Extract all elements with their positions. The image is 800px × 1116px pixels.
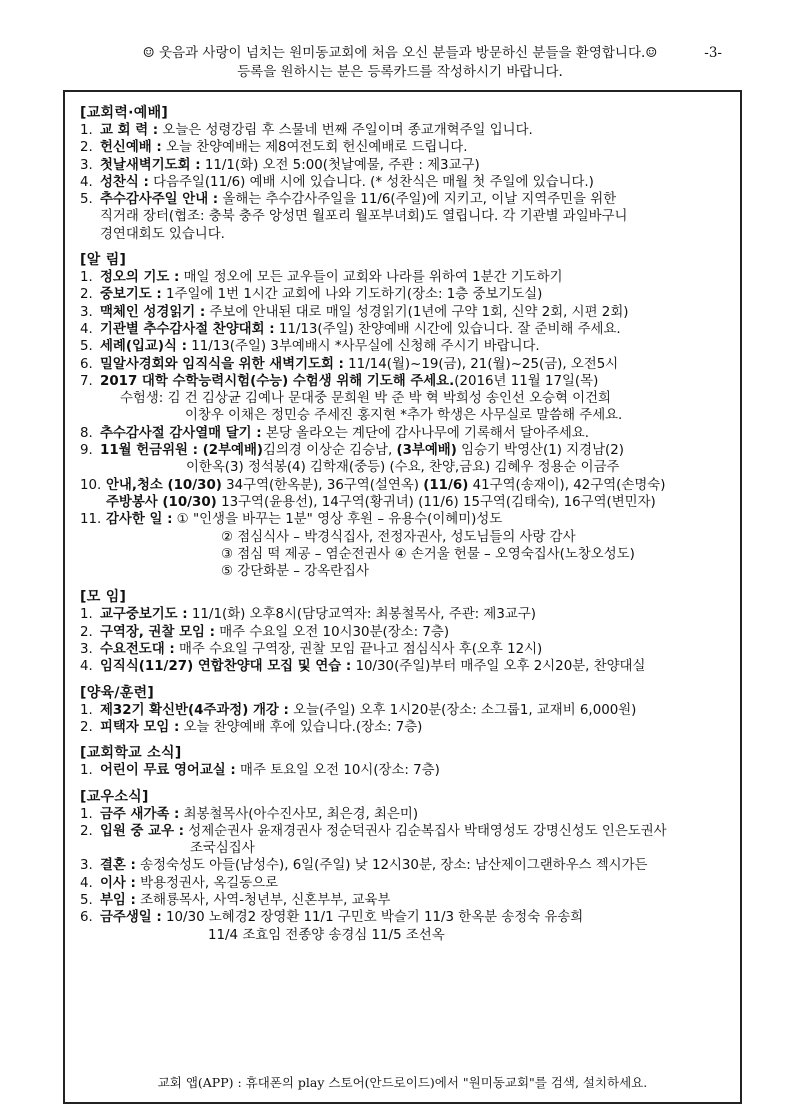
- item-heading: 피택자 모임 :: [100, 719, 180, 735]
- item-heading: 이사 :: [100, 875, 136, 891]
- section-members: [80, 788, 736, 944]
- item-number: 3.: [80, 304, 93, 320]
- section-calendar: [80, 104, 736, 243]
- item-heading: 추수감사절 감사열매 달기 :: [100, 425, 262, 441]
- list-item: [80, 304, 736, 321]
- item-text: 임승기 박영산(1) 지경남(2): [456, 443, 624, 459]
- list-item: [80, 762, 736, 779]
- item-text: 주보에 안내된 대로 매일 성경읽기(1년에 구약 1회, 신약 2회, 시편 2회): [205, 304, 629, 320]
- bulletin-content: [80, 104, 736, 952]
- item-text: 오늘 찬양예배 후에 있습니다.(장소: 7층): [179, 719, 423, 735]
- item-number: 1.: [80, 123, 93, 138]
- list-item: [80, 477, 736, 512]
- page-number: -3-: [704, 45, 722, 61]
- item-continuation: ③ 점심 떡 제공 – 염순전권사 ④ 손거울 헌물 – 오영숙집사(노창오성도): [221, 546, 635, 562]
- item-number: 1.: [80, 702, 93, 718]
- item-number: 7.: [80, 373, 93, 389]
- item-heading: 교구중보기도 :: [100, 607, 188, 623]
- item-heading: 성찬식 :: [100, 174, 149, 190]
- item-continuation: ⑤ 강단화분 – 강옥란집사: [221, 564, 369, 580]
- item-heading: 중보기도 :: [100, 287, 162, 303]
- list-item: [80, 373, 736, 425]
- list-item: [80, 511, 736, 580]
- item-heading: 수요전도대 :: [100, 642, 175, 658]
- item-heading: 임직식(11/27) 연합찬양대 모집 및 연습 :: [100, 659, 352, 675]
- item-heading: 2017 대학 수학능력시험(수능) 수험생 위해 기도해 주세요.: [100, 373, 455, 389]
- list-item: [80, 857, 736, 874]
- item-number: 2.: [80, 719, 93, 735]
- item-number: 4.: [80, 174, 93, 190]
- welcome-text: ☺ 웃음과 사랑이 넘치는 원미동교회에 처음 오신 분들과 방문하신 분들을 환영합니다.☺: [142, 45, 658, 61]
- item-heading: 결혼 :: [100, 858, 136, 874]
- item-continuation: 조국심집사: [190, 841, 255, 857]
- item-heading: 안내,청소 (10/30): [106, 477, 222, 493]
- item-number: 2.: [80, 287, 93, 303]
- item-number: 5.: [80, 339, 93, 355]
- list-item: [80, 356, 736, 373]
- item-number: 5.: [80, 192, 93, 208]
- item-text: 11/1(화) 오후8시(담당교역자: 최봉철목사, 주관: 제3교구): [187, 607, 536, 623]
- item-number: 6.: [80, 910, 93, 926]
- list-item: [80, 806, 736, 823]
- item-text: 매주 수요일 구역장, 권찰 모임 끝나고 점심식사 후(오후 12시): [174, 642, 543, 658]
- registration-line: 등록을 원하시는 분은 등록카드를 작성하시기 바랍니다.: [237, 64, 563, 80]
- section-title: [모 임]: [80, 589, 127, 606]
- item-heading: 금주생일 :: [100, 910, 162, 926]
- item-heading: 주방봉사 (10/30): [106, 494, 217, 510]
- section-notices: [80, 251, 736, 580]
- list-item: [80, 122, 736, 139]
- item-continuation: 직거래 장터(협조: 충북 충주 앙성면 월포리 월포부녀회)도 열립니다. 각 기관별 과일바구니: [100, 209, 628, 225]
- item-number: 9.: [80, 443, 93, 459]
- list-item: [80, 338, 736, 355]
- item-heading: 어린이 무료 영어교실 :: [100, 763, 236, 779]
- item-text: 34구역(한옥분), 36구역(설연옥): [221, 477, 424, 493]
- item-heading: 세례(입교)식 :: [100, 339, 187, 355]
- item-text: 조해룡목사, 사역-청년부, 신혼부부, 교육부: [135, 892, 391, 908]
- list-item: [80, 606, 736, 623]
- item-number: 1.: [80, 806, 93, 822]
- item-text: 매주 수요일 오전 10시30분(장소: 7층): [214, 624, 450, 640]
- item-text: (2016년 11월 17일(목): [454, 373, 599, 389]
- item-number: 10.: [80, 477, 102, 493]
- item-text: 11/1(화) 오전 5:00(첫날예물, 주관 : 제3교구): [200, 157, 480, 173]
- item-text: 10/30(주일)부터 매주일 오후 2시20분, 찬양대실: [351, 659, 646, 675]
- item-heading: (11/6): [423, 477, 469, 493]
- list-item: [80, 139, 736, 156]
- item-heading: 금주 새가족 :: [100, 806, 180, 822]
- list-item: [80, 875, 736, 892]
- item-text: 올해는 추수감사주일을 11/6(주일)에 지키고, 이날 지역주민을 위한: [218, 192, 617, 208]
- item-text: 매일 정오에 모든 교우들이 교회와 나라를 위하여 1분간 기도하기: [179, 270, 563, 286]
- item-text: 다음주일(11/6) 예배 시에 있습니다. (* 성찬식은 매월 첫 주일에 있습니다.): [148, 174, 594, 190]
- list-item: [80, 191, 736, 243]
- item-continuation: 수험생: 김 건 김상균 김예나 문대중 문희원 박 준 박 혁 박희성 송인선 오승혁 이건희: [120, 391, 611, 407]
- section-education: [80, 684, 736, 737]
- item-number: 4.: [80, 659, 93, 675]
- item-heading: 구역장, 권찰 모임 :: [100, 624, 215, 640]
- list-item: [80, 442, 736, 477]
- item-continuation: 이한옥(3) 정석봉(4) 김학재(중등) (수요, 찬양,금요) 김혜우 정용순 이금주: [186, 460, 620, 476]
- list-item: [80, 269, 736, 286]
- item-text: 매주 토요일 오전 10시(장소: 7층): [235, 763, 440, 779]
- item-heading: 정오의 기도 :: [100, 270, 180, 286]
- section-title: [교우소식]: [80, 788, 149, 805]
- item-number: 3.: [80, 157, 93, 173]
- item-heading: 제32기 확신반(4주과정) 개강 :: [100, 702, 289, 718]
- item-heading: 감사한 일 :: [106, 512, 173, 528]
- item-text: 13구역(윤용선), 14구역(황귀녀) (11/6) 15구역(김태숙), 16구역(변민자): [216, 494, 656, 510]
- item-text: ① "인생을 바꾸는 1분" 영상 후원 – 유용수(이혜미)성도: [172, 512, 503, 528]
- item-number: 5.: [80, 892, 93, 908]
- list-item: [80, 909, 736, 944]
- item-text: 성제순권사 윤재경권사 정순덕권사 김순복집사 박태영성도 강명신성도 인은도권사: [184, 823, 667, 839]
- item-heading: 밀알사경회와 임직식을 위한 새벽기도회 :: [100, 356, 344, 372]
- item-text: 김의경 이상순 김승남,: [263, 443, 397, 459]
- item-text: 오늘은 성령강림 후 스물네 번째 주일이며 종교개혁주일 입니다.: [158, 123, 533, 138]
- item-text: 최봉철목사(아수진사모, 최은경, 최은미): [179, 806, 419, 822]
- item-heading: 기관별 추수감사절 찬양대회 :: [100, 321, 275, 337]
- item-text: 11/14(월)~19(금), 21(월)~25(금), 오전5시: [343, 356, 619, 372]
- item-number: 3.: [80, 642, 93, 658]
- list-item: [80, 823, 736, 858]
- list-item: [80, 157, 736, 174]
- item-text: 오늘(주일) 오후 1시20분(장소: 소그룹1, 교재비 6,000원): [288, 702, 637, 718]
- list-item: [80, 624, 736, 641]
- list-item: [80, 321, 736, 338]
- item-text: 11/13(주일) 찬양예배 시간에 있습니다. 잘 준비해 주세요.: [274, 321, 621, 337]
- item-text: 1주일에 1번 1시간 교회에 나와 기도하기(장소: 1층 중보기도실): [161, 287, 543, 303]
- item-number: 4.: [80, 321, 93, 337]
- item-text: 41구역(송재이), 42구역(손명숙): [468, 477, 666, 493]
- section-school: [80, 744, 736, 779]
- item-text: 본당 올라오는 계단에 감사나무에 기록해서 달아주세요.: [261, 425, 589, 441]
- item-heading: 교 회 력 :: [100, 123, 159, 138]
- item-heading: 추수감사주일 안내 :: [100, 192, 219, 208]
- item-number: 3.: [80, 858, 93, 874]
- item-number: 11.: [80, 512, 102, 528]
- item-continuation: ② 점심식사 – 박경식집사, 전정자권사, 성도님들의 사랑 감사: [221, 529, 576, 545]
- section-title: [알 림]: [80, 252, 127, 269]
- list-item: [80, 719, 736, 736]
- section-title: [교회력·예배]: [80, 105, 169, 121]
- section-title: [교회학교 소식]: [80, 745, 182, 762]
- item-continuation: 경연대회도 있습니다.: [100, 226, 225, 242]
- item-number: 8.: [80, 425, 93, 441]
- item-heading: 헌신예배 :: [100, 140, 162, 156]
- list-item: [80, 702, 736, 719]
- list-item: [80, 892, 736, 909]
- item-number: 1.: [80, 607, 93, 623]
- item-number: 2.: [80, 823, 93, 839]
- section-meetings: [80, 588, 736, 675]
- item-text: 11/13(주일) 3부예배시 *사무실에 신청해 주시기 바랍니다.: [186, 339, 540, 355]
- item-text: 10/30 노혜경2 장영환 11/1 구민호 박슬기 11/3 한옥분 송정숙 유송희: [161, 910, 584, 926]
- app-download-note: 교회 앱(APP) : 휴대폰의 play 스토어(안드로이드)에서 "원미동교회"를 검색, 설치하세요.: [157, 1075, 648, 1090]
- item-text: 오늘 찬양예배는 제8여전도회 헌신예배로 드립니다.: [161, 140, 468, 156]
- list-item: [80, 658, 736, 675]
- item-heading: (3부예배): [396, 443, 457, 459]
- item-heading: 입원 중 교우 :: [100, 823, 185, 839]
- item-text: 박용정권사, 옥길동으로: [135, 875, 279, 891]
- item-number: 1.: [80, 270, 93, 286]
- item-number: 2.: [80, 624, 93, 640]
- item-heading: 11월 헌금위원 : (2부예배): [100, 443, 264, 459]
- item-heading: 맥체인 성경읽기 :: [100, 304, 206, 320]
- item-number: 4.: [80, 875, 93, 891]
- item-continuation: 이창우 이채은 정민승 주세진 홍지현 *추가 학생은 사무실로 말씀해 주세요.: [185, 408, 623, 424]
- item-number: 2.: [80, 140, 93, 156]
- item-number: 1.: [80, 763, 93, 779]
- welcome-line: [0, 44, 800, 63]
- list-item: [80, 286, 736, 303]
- item-continuation: 11/4 조효임 전종양 송경심 11/5 조선옥: [208, 927, 445, 943]
- item-text: 송정숙성도 아들(남성수), 6일(주일) 낮 12시30분, 장소: 남산제이그랜하우스 젝시가든: [135, 858, 648, 874]
- list-item: [80, 641, 736, 658]
- item-heading: 부임 :: [100, 892, 136, 908]
- item-number: 6.: [80, 356, 93, 372]
- header: [0, 44, 800, 82]
- list-item: [80, 174, 736, 191]
- item-continuation: [106, 494, 736, 511]
- item-heading: 첫날새벽기도회 :: [100, 157, 201, 173]
- list-item: [80, 425, 736, 442]
- section-title: [양육/훈련]: [80, 684, 155, 701]
